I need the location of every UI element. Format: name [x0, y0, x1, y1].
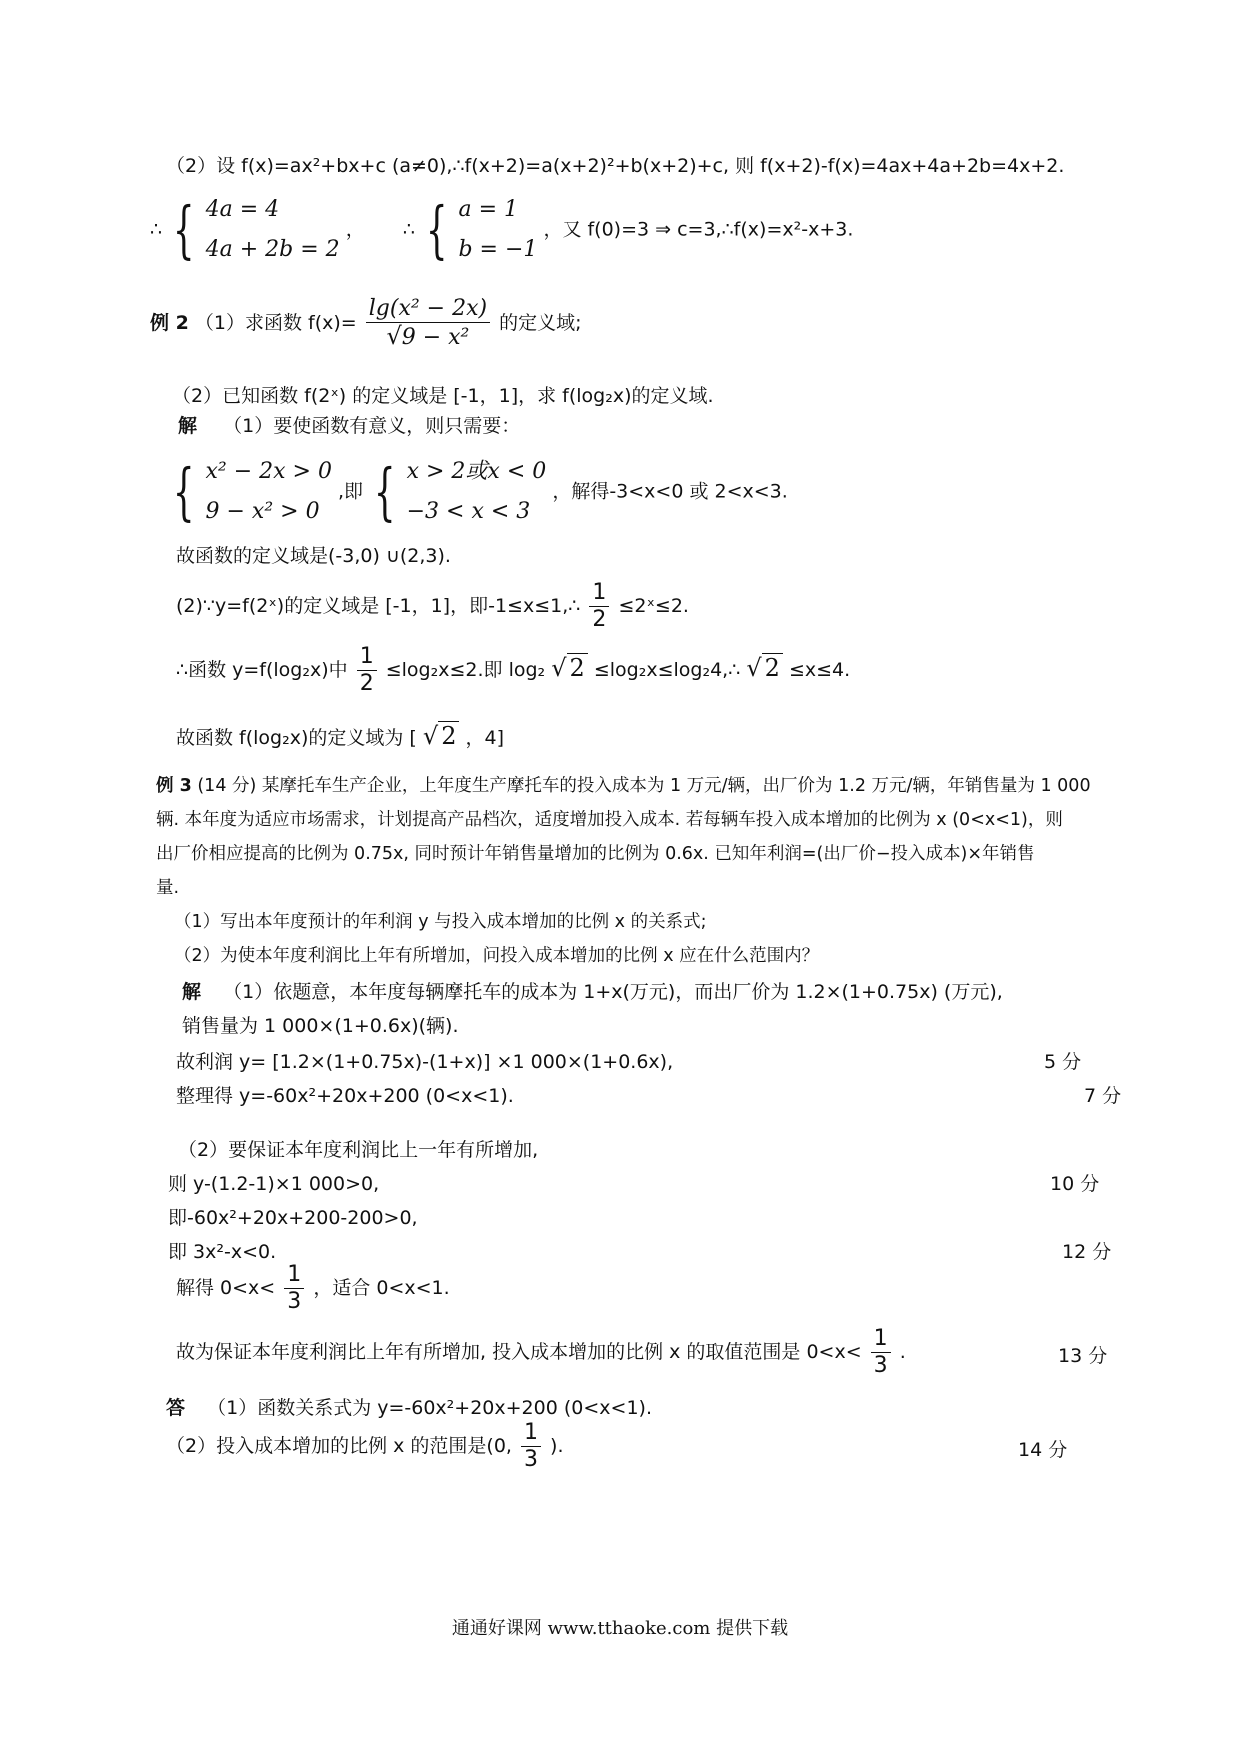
ex3-s8: 即 3x²-x<0.	[168, 1241, 277, 1263]
ex2-s-mid: ,即	[338, 480, 364, 503]
sys1-sep: ，	[345, 218, 365, 241]
sys1-eq2: 4a + 2b = 2	[205, 237, 340, 262]
ex3-s2: 销售量为 1 000×(1+0.6x)(辆).	[182, 1015, 459, 1037]
third-fraction: $\frac{1}{3}$	[284, 1262, 304, 1315]
ex2-system	[168, 452, 788, 532]
ex2-domain-1: 故函数的定义域是(-3,0) ∪(2,3).	[176, 545, 451, 567]
system-line-1	[150, 190, 853, 270]
ex2-l3-mid2: ≤log₂x≤log₂4,∴	[593, 659, 741, 681]
ex2-label: 例 2	[150, 312, 189, 334]
sqrt-two: √ 2	[746, 653, 783, 682]
ex2-question-2: （2）已知函数 f(2ˣ) 的定义域是 [-1，1]，求 f(log₂x)的定义域.	[172, 385, 714, 407]
ex3-s1: 解 （1）依题意，本年度每辆摩托车的成本为 1+x(万元)，而出厂价为 1.2×(1+0.75x) (万元),	[182, 981, 1003, 1003]
ex2-q1-pre: （1）求函数 f(x)=	[194, 312, 357, 334]
therefore-1: ∴	[150, 218, 163, 241]
half-fraction: $\frac{1}{2}$	[589, 580, 609, 633]
left-brace-icon: {	[173, 193, 195, 266]
sqrt-two: √ 2	[423, 721, 460, 750]
ex2-s1-eq1: x² − 2x > 0	[205, 459, 332, 484]
left-brace-icon: {	[425, 193, 448, 266]
ex3-ans-head: 答	[166, 1397, 186, 1419]
ex2-system-b	[407, 452, 547, 532]
ex2-sol-head: 解	[178, 415, 198, 437]
ex2-s-tail: ，解得-3<x<0 或 2<x<3.	[552, 480, 788, 503]
ex2-q1-post: 的定义域;	[499, 312, 582, 334]
ex3-a2: （2）投入成本增加的比例 x 的范围是(0, $\frac{1}{3}$ ).	[166, 1420, 564, 1472]
page-footer: 通通好课网 www.tthaoke.com 提供下载	[451, 1618, 789, 1639]
ex2-l4-post: ，4]	[465, 727, 505, 749]
ex3-a1: 答 （1）函数关系式为 y=-60x²+20x+200 (0<x<1).	[166, 1397, 652, 1419]
ex2-q1-denominator: √9 − x²	[386, 322, 470, 350]
score-7: 7 分	[1084, 1085, 1122, 1107]
score-14: 14 分	[1018, 1439, 1068, 1461]
sys2-tail: ，又 f(0)=3 ⇒ c=3,∴f(x)=x²-x+3.	[543, 218, 854, 241]
ex3-para-4: 量.	[156, 878, 180, 898]
ex2-question-1	[150, 296, 582, 351]
therefore-2: ∴	[402, 218, 415, 241]
ex2-s1-eq2: 9 − x² > 0	[205, 499, 320, 524]
ex3-para-1	[156, 772, 1091, 800]
left-brace-icon: {	[172, 455, 195, 528]
ex2-l4-pre: 故函数 f(log₂x)的定义域为 [	[176, 727, 417, 749]
ex2-line-2	[176, 580, 689, 633]
ex3-s6: 则 y-(1.2-1)×1 000>0,	[168, 1173, 380, 1195]
ex2-s2-eq2: −3 < x < 3	[406, 499, 531, 524]
sqrt-two: √ 2	[551, 653, 588, 682]
left-brace-icon: {	[373, 455, 396, 528]
ex2-system-a	[206, 452, 332, 532]
sys2-eq1: a = 1	[458, 197, 519, 222]
ex2-l3-mid: ≤log₂x≤2.即 log₂	[385, 659, 546, 681]
ex2-solution-1	[178, 412, 520, 440]
score-10: 10 分	[1050, 1173, 1100, 1195]
ex3-p1: (14 分) 某摩托车生产企业，上年度生产摩托车的投入成本为 1 万元/辆，出厂价为 1.2 万元/辆，年销售量为 1 000	[197, 776, 1091, 796]
ex3-q1: （1）写出本年度预计的年利润 y 与投入成本增加的比例 x 的关系式;	[174, 912, 707, 932]
ex2-q1-numerator: lg(x² − 2x)	[366, 296, 490, 323]
ex3-s9: 解得 0<x< $\frac{1}{3}$ ，适合 0<x<1.	[176, 1262, 450, 1314]
third-fraction: $\frac{1}{3}$	[871, 1326, 891, 1379]
ex3-label: 例 3	[156, 776, 192, 796]
score-12: 12 分	[1062, 1241, 1112, 1263]
ex3-s4: 整理得 y=-60x²+20x+200 (0<x<1).	[176, 1085, 514, 1107]
sys2-eq2: b = −1	[458, 237, 538, 262]
score-5: 5 分	[1044, 1051, 1082, 1073]
ex2-q1-fraction	[366, 296, 490, 351]
third-fraction: $\frac{1}{3}$	[521, 1420, 541, 1473]
ex3-s7: 即-60x²+20x+200-200>0,	[168, 1207, 418, 1229]
ex2-l2-pre: (2)∵y=f(2ˣ)的定义域是 [-1，1]，即-1≤x≤1,∴	[176, 595, 581, 617]
ex2-line-3	[176, 644, 850, 697]
ex2-l2-post: ≤2ˣ≤2.	[618, 595, 689, 617]
part2-intro: （2）设 f(x)=ax²+bx+c (a≠0),∴f(x+2)=a(x+2)²+b(x+2)+c, 则 f(x+2)-f(x)=4ax+4a+2b=4x+2.	[166, 155, 1065, 177]
ex2-sol1: （1）要使函数有意义，则只需要：	[223, 415, 521, 437]
ex3-q2: （2）为使本年度利润比上年有所增加，问投入成本增加的比例 x 应在什么范围内？	[174, 946, 820, 966]
score-13: 13 分	[1058, 1345, 1108, 1367]
system-2	[458, 190, 537, 270]
ex3-s5: （2）要保证本年度利润比上一年有所增加,	[178, 1139, 539, 1161]
ex2-s2-eq1: x > 2或x < 0	[406, 459, 547, 484]
ex2-l3-pre: ∴函数 y=f(log₂x)中	[176, 659, 348, 681]
ex3-s10: 故为保证本年度利润比上年有所增加, 投入成本增加的比例 x 的取值范围是 0<x< $\frac{1}{3}$ .	[176, 1326, 906, 1378]
sys1-eq1: 4a = 4	[205, 197, 280, 222]
ex2-line-4	[176, 722, 504, 752]
ex3-para-2: 辆. 本年度为适应市场需求，计划提高产品档次，适度增加投入成本. 若每辆车投入成本增加的比例为 x (0<x<1)，则	[156, 810, 1063, 830]
ex3-para-3: 出厂价相应提高的比例为 0.75x, 同时预计年销售量增加的比例为 0.6x. 已知年利润=(出厂价−投入成本)×年销售	[156, 844, 1035, 864]
ex3-sol-head: 解	[182, 981, 202, 1003]
system-1	[206, 190, 340, 270]
half-fraction: $\frac{1}{2}$	[357, 644, 377, 697]
ex2-l3-post: ≤x≤4.	[788, 659, 851, 681]
ex3-s3: 故利润 y= [1.2×(1+0.75x)-(1+x)] ×1 000×(1+0.6x),	[176, 1051, 674, 1073]
